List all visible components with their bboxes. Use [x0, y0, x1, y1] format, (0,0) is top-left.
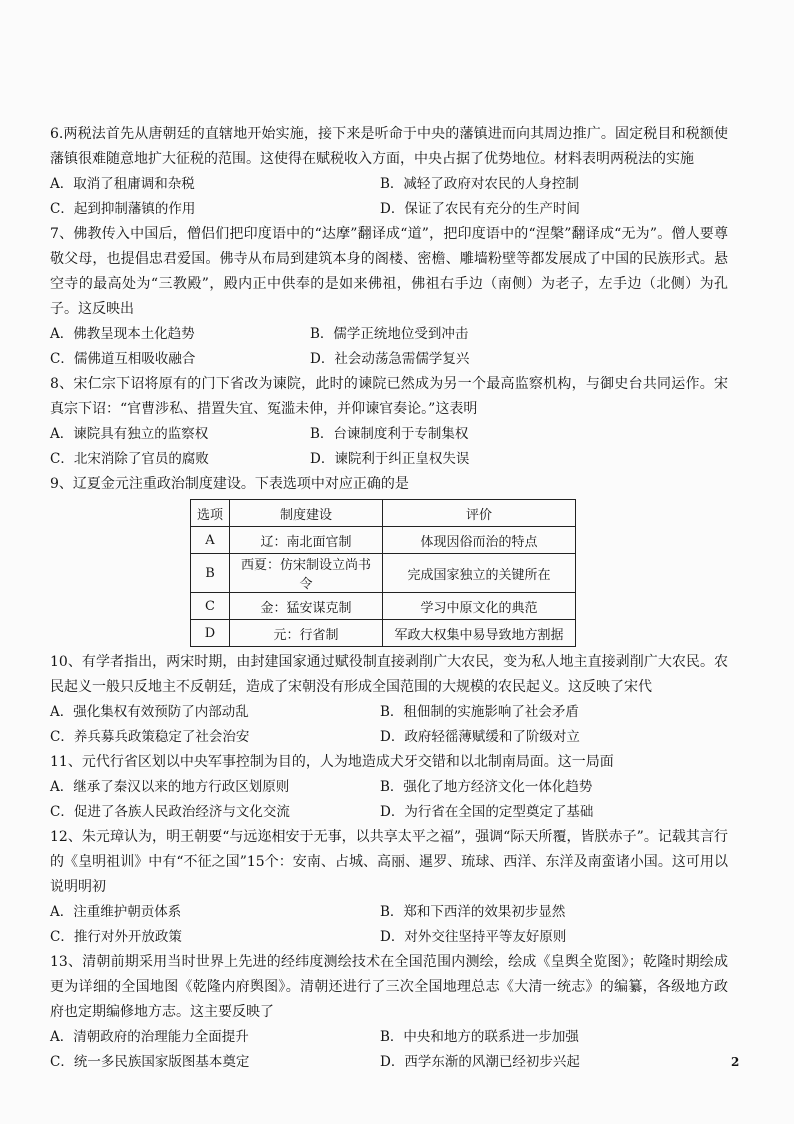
- question-stem: 8、宋仁宗下诏将原有的门下省改为谏院，此时的谏院已然成为另一个最高监察机构，与御史台共同运作。宋真宗下诏：“官曹涉私、措置失宜、冤滥未伸，并仰谏官奏论。”这表明: [50, 376, 728, 417]
- option-d: D．社会动荡急需儒学复兴: [310, 351, 470, 367]
- page-number: 2: [731, 1055, 740, 1069]
- option-a: A．取消了租庸调和杂税: [50, 176, 195, 192]
- option-b: B．儒学正统地位受到冲击: [310, 326, 469, 342]
- option-b: B．强化了地方经济文化一体化趋势: [380, 779, 593, 795]
- question-stem: 13、清朝前期采用当时世界上先进的经纬度测绘技术在全国范围内测绘，绘成《皇舆全览图》；乾隆时期绘成更为详细的全国地图《乾隆内府舆图》。清朝还进行了三次全国地理总志《大清一统志》的编纂，各级地方政府也定期编修地方志。这主要反映了: [50, 954, 728, 1020]
- option-b: B．郑和下西洋的效果初步显然: [380, 904, 566, 920]
- option-d: D．谏院利于纠正皇权失误: [310, 451, 470, 467]
- option-a: A．清朝政府的治理能力全面提升: [50, 1029, 249, 1045]
- table-cell: 体现因俗而治的特点: [383, 527, 576, 554]
- question-stem: 9、辽夏金元注重政治制度建设。下表选项中对应正确的是: [50, 476, 409, 492]
- question-12: [50, 825, 728, 950]
- option-table: [190, 499, 576, 647]
- option-c: C．养兵募兵政策稳定了社会治安: [50, 729, 250, 745]
- table-row: [191, 554, 576, 593]
- option-a: A．佛教呈现本土化趋势: [50, 326, 195, 342]
- option-d: D．对外交往坚持平等友好原则: [380, 929, 567, 945]
- option-c: C．推行对外开放政策: [50, 929, 182, 945]
- option-grid: [50, 700, 728, 750]
- table-row: [191, 527, 576, 554]
- table-cell: 军政大权集中易导致地方割据: [383, 620, 576, 647]
- question-11: [50, 750, 728, 825]
- option-b: B．台谏制度利于专制集权: [310, 426, 469, 442]
- table-cell: 金：猛安谋克制: [230, 593, 383, 620]
- table-header-cell: 评价: [383, 500, 576, 527]
- question-stem: 12、朱元璋认为，明王朝要“与远迩相安于无事，以共享太平之福”，强调“际天所覆，皆朕赤子”。记载其言行的《皇明祖训》中有“不征之国”15个：安南、占城、高丽、暹罗、琉球、西洋、东洋及南蛮诸小国。这可用以说明明初: [50, 829, 728, 895]
- option-b: B．减轻了政府对农民的人身控制: [380, 176, 579, 192]
- table-cell: C: [191, 593, 230, 620]
- table-cell: A: [191, 527, 230, 554]
- question-stem: 10、有学者指出，两宋时期，由封建国家通过赋役制直接剥削广大农民，变为私人地主直接剥削广大农民。农民起义一般只反地主不反朝廷，造成了宋朝没有形成全国范围的大规模的农民起义。这反映了宋代: [50, 654, 728, 695]
- question-7: [50, 222, 728, 372]
- option-a: A．注重维护朝贡体系: [50, 904, 182, 920]
- table-header-cell: 制度建设: [230, 500, 383, 527]
- table-cell: 完成国家独立的关键所在: [383, 554, 576, 593]
- option-d: D．西学东渐的风潮已经初步兴起: [380, 1054, 580, 1070]
- option-grid: [50, 172, 728, 222]
- option-c: C．统一多民族国家版图基本奠定: [50, 1054, 250, 1070]
- question-9: [50, 472, 728, 647]
- option-grid: [50, 422, 728, 472]
- question-6: [50, 122, 728, 222]
- option-c: C．促进了各族人民政治经济与文化交流: [50, 804, 290, 820]
- option-d: D．政府轻徭薄赋缓和了阶级对立: [380, 729, 580, 745]
- question-10: [50, 650, 728, 750]
- option-d: D．为行省在全国的定型奠定了基础: [380, 804, 594, 820]
- table-cell: 学习中原文化的典范: [383, 593, 576, 620]
- table-cell: B: [191, 554, 230, 593]
- table-cell: D: [191, 620, 230, 647]
- option-grid: [50, 322, 728, 372]
- table-header-cell: 选项: [191, 500, 230, 527]
- question-stem: 6.两税法首先从唐朝廷的直辖地开始实施，接下来是听命于中央的藩镇进而向其周边推广。固定税目和税额使藩镇很难随意地扩大征税的范围。这使得在赋税收入方面，中央占据了优势地位。材料表明两税法的实施: [50, 126, 728, 167]
- option-grid: [50, 775, 728, 825]
- question-stem: 11、元代行省区划以中央军事控制为目的，人为地造成犬牙交错和以北制南局面。这一局面: [50, 754, 614, 770]
- question-13: [50, 950, 728, 1075]
- table-cell: 元：行省制: [230, 620, 383, 647]
- option-c: C．儒佛道互相吸收融合: [50, 351, 196, 367]
- option-grid: [50, 900, 728, 950]
- option-c: C．北宋消除了官员的腐败: [50, 451, 209, 467]
- question-8: [50, 372, 728, 472]
- question-stem: 7、佛教传入中国后，僧侣们把印度语中的“达摩”翻译成“道”，把印度语中的“涅槃”翻译成“无为”。僧人要尊敬父母，也提倡忠君爱国。佛寺从布局到建筑本身的阁楼、密檐、雕墙粉壁等都发展成了中国的民族形式。悬空寺的最高处为“三教殿”，殿内正中供奉的是如来佛祖，佛祖右手边（南侧）为老子，左手边（北侧）为孔子。这反映出: [50, 226, 728, 317]
- table-row: [191, 593, 576, 620]
- table-row: [191, 620, 576, 647]
- table-cell: 西夏：仿宋制设立尚书令: [230, 554, 383, 593]
- table-cell: 辽：南北面官制: [230, 527, 383, 554]
- option-a: A．强化集权有效预防了内部动乱: [50, 704, 249, 720]
- option-b: B．租佃制的实施影响了社会矛盾: [380, 704, 579, 720]
- table-header-row: [191, 500, 576, 527]
- option-b: B．中央和地方的联系进一步加强: [380, 1029, 579, 1045]
- option-c: C．起到抑制藩镇的作用: [50, 201, 196, 217]
- question-list: [50, 122, 728, 1075]
- option-a: A．继承了秦汉以来的地方行政区划原则: [50, 779, 290, 795]
- option-d: D．保证了农民有充分的生产时间: [380, 201, 580, 217]
- option-grid: [50, 1025, 728, 1075]
- option-a: A．谏院具有独立的监察权: [50, 426, 209, 442]
